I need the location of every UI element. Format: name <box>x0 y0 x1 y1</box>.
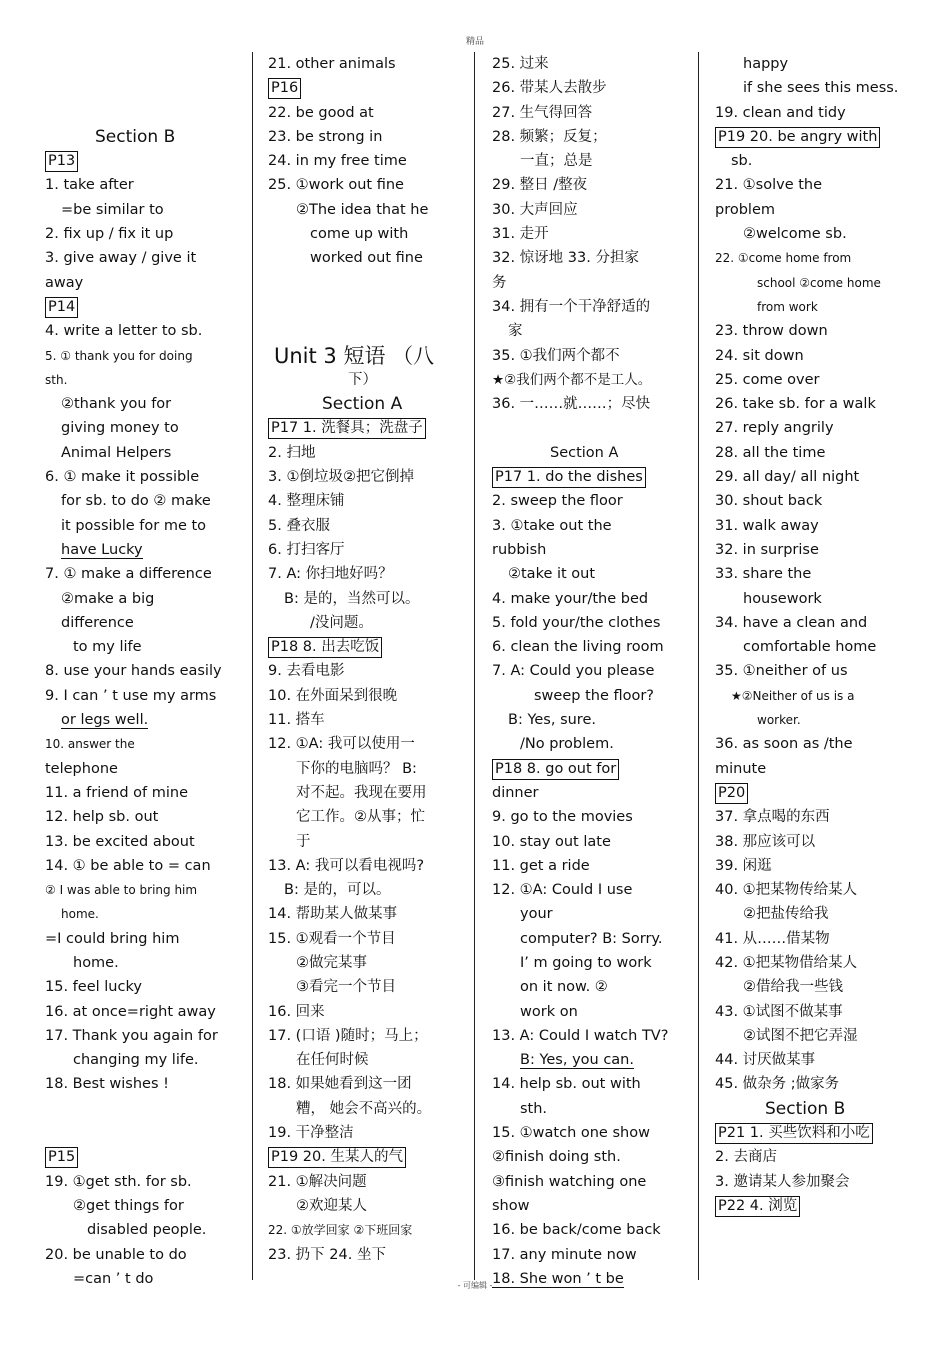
text-line: 17. Thank you again for <box>45 1027 218 1044</box>
page-marker: P13 <box>45 151 78 172</box>
text-line <box>492 416 692 440</box>
text-line: 45. 做杂务 ;做家务 <box>715 1076 840 1093</box>
page-marker: P22 4. 浏览 <box>715 1196 800 1217</box>
text-line <box>45 101 245 125</box>
text-line: rubbish <box>492 541 547 558</box>
text-line: 务 <box>492 274 507 291</box>
text-line: ②make a big <box>61 590 155 607</box>
text-line: 6. ① make it possible <box>45 469 200 486</box>
text-line: 21. ①solve the <box>715 177 823 194</box>
text-line: happy <box>743 56 789 72</box>
text-line: =be similar to <box>61 201 164 218</box>
text-line: ②借给我一些钱 <box>743 979 843 996</box>
section-heading: Section A <box>550 444 619 461</box>
text-line: 3. give away / give it <box>45 250 197 267</box>
text-line: 对不起。我现在要用 <box>296 784 427 801</box>
text-line: 28. all the time <box>715 444 826 461</box>
text-line: ②做完某事 <box>296 954 367 971</box>
text-line: 44. 讨厌做某事 <box>715 1052 816 1069</box>
text-line: home. <box>73 954 119 971</box>
text-line: 18. 如果她看到这一团 <box>268 1076 412 1093</box>
text-line: 34. have a clean and <box>715 614 868 631</box>
text-line: I’ m going to work <box>520 954 652 971</box>
text-line: 11. 搭车 <box>268 712 325 729</box>
text-line: on it now. ② <box>520 979 608 996</box>
text-line: 15. ①watch one show <box>492 1125 650 1142</box>
text-line: giving money to <box>61 420 179 437</box>
text-line: show <box>492 1197 530 1214</box>
text-line: 2. 去商店 <box>715 1149 777 1166</box>
text-line: 12. ①A: Could I use <box>492 882 633 899</box>
text-line <box>268 295 468 319</box>
text-line: 20. be unable to do <box>45 1246 187 1263</box>
text-line: ②thank you for <box>61 396 172 413</box>
text-line: sb. <box>731 153 753 170</box>
text-line: 19. clean and tidy <box>715 104 846 121</box>
text-line: 12. ①A: 我可以使用一 <box>268 736 415 753</box>
page-marker: P19 20. be angry with <box>715 127 880 148</box>
text-line <box>45 1097 245 1121</box>
text-line: 11. get a ride <box>492 857 590 874</box>
text-line: 13. A: Could I watch TV? <box>492 1027 669 1044</box>
text-line: 14. help sb. out with <box>492 1076 641 1093</box>
text-line: B: 是的，可以。 <box>284 882 391 899</box>
column-3 <box>492 52 692 1291</box>
text-line: 23. 扔下 24. 坐下 <box>268 1246 386 1263</box>
text-line: 36. as soon as /the <box>715 736 853 753</box>
page-marker: P21 1. 买些饮料和小吃 <box>715 1123 873 1144</box>
text-line: 31. walk away <box>715 517 819 534</box>
text-line: 3. ①take out the <box>492 517 612 534</box>
text-line: 3. 邀请某人参加聚会 <box>715 1173 850 1190</box>
section-heading: Section A <box>322 394 403 415</box>
text-line: 25. 过来 <box>492 56 549 72</box>
text-line: 家 <box>508 323 523 340</box>
text-line: 17. (口语 )随时；马上； <box>268 1027 428 1044</box>
text-line: 13. A: 我可以看电视吗? <box>268 857 425 874</box>
section-heading: Section B <box>95 126 176 147</box>
text-line: ②take it out <box>508 566 596 583</box>
text-line: ★②Neither of us is a <box>731 688 855 703</box>
text-line <box>45 52 245 76</box>
text-line: 1. take after <box>45 177 134 194</box>
text-line: dinner <box>492 784 539 801</box>
text-line: 22. be good at <box>268 104 374 121</box>
text-line: 43. ①试图不做某事 <box>715 1003 843 1020</box>
text-line: changing my life. <box>73 1052 199 1069</box>
text-line: disabled people. <box>87 1222 207 1239</box>
text-line: sth. <box>520 1100 548 1117</box>
column-1 <box>45 52 245 1291</box>
page-footer: - 可编辑 - <box>457 1281 493 1290</box>
text-line: minute <box>715 760 767 777</box>
text-line: /没问题。 <box>310 614 373 631</box>
text-line: 24. sit down <box>715 347 804 364</box>
text-line: 5. fold your/the clothes <box>492 614 661 631</box>
text-line: B: 是的，当然可以。 <box>284 590 420 607</box>
text-line: ②finish doing sth. <box>492 1149 621 1166</box>
text-line: 18. She won ’ t be <box>492 1270 624 1287</box>
text-line: 22. ①放学回家 ②下班回家 <box>268 1223 413 1238</box>
text-line <box>45 76 245 100</box>
text-line: 19. ①get sth. for sb. <box>45 1173 192 1190</box>
text-line: 28. 频繁；反复； <box>492 128 607 145</box>
text-line: /No problem. <box>520 736 614 753</box>
text-line: 34. 拥有一个干净舒适的 <box>492 298 651 315</box>
text-line: 16. 回来 <box>268 1003 325 1020</box>
text-line: 41. 从……借某物 <box>715 930 830 947</box>
text-line: 17. any minute now <box>492 1246 637 1263</box>
text-line: come up with <box>310 226 409 243</box>
text-line: 25. come over <box>715 371 820 388</box>
text-line: 32. in surprise <box>715 541 819 558</box>
text-line: ②get things for <box>73 1197 184 1214</box>
text-line: 4. make your/the bed <box>492 590 649 607</box>
text-line: 27. reply angrily <box>715 420 834 437</box>
text-line: 30. 大声回应 <box>492 201 578 218</box>
unit-title: Unit 3 短语 （八 <box>274 343 435 368</box>
text-line: 24. in my free time <box>268 153 407 170</box>
text-line: 23. be strong in <box>268 128 383 145</box>
text-line: 19. 干净整洁 <box>268 1125 354 1142</box>
text-line: 10. answer the <box>45 737 135 752</box>
text-line: to my life <box>73 639 142 656</box>
text-line: 37. 拿点喝的东西 <box>715 809 830 826</box>
text-line: 16. be back/come back <box>492 1222 661 1239</box>
page-marker: P14 <box>45 297 78 318</box>
page-marker: P17 1. do the dishes <box>492 467 646 488</box>
text-line: your <box>520 906 553 923</box>
column-divider <box>474 52 475 1280</box>
text-line <box>268 271 468 295</box>
text-line: 31. 走开 <box>492 226 549 243</box>
text-line: 29. all day/ all night <box>715 469 860 486</box>
text-line: or legs well. <box>61 712 149 729</box>
text-line: 2. fix up / fix it up <box>45 226 174 243</box>
text-line: work on <box>520 1003 578 1020</box>
text-line: 一直；总是 <box>520 153 593 170</box>
text-line <box>268 319 468 343</box>
text-line: 4. write a letter to sb. <box>45 323 203 340</box>
column-4 <box>715 52 940 1218</box>
text-line: 10. stay out late <box>492 833 611 850</box>
text-line: 36. 一……就……；尽快 <box>492 396 651 413</box>
text-line: 21. ①解决问题 <box>268 1173 367 1190</box>
section-heading: Section B <box>765 1098 846 1119</box>
text-line: comfortable home <box>743 639 877 656</box>
text-line: worker. <box>757 713 801 728</box>
text-line: 下） <box>348 371 377 388</box>
text-line: 22. ①come home from <box>715 251 852 266</box>
text-line: school ②come home <box>757 275 881 290</box>
text-line: 25. ①work out fine <box>268 177 404 194</box>
text-line: 8. use your hands easily <box>45 663 222 680</box>
text-line: 7. A: 你扫地好吗？ <box>268 566 393 583</box>
page-marker: P16 <box>268 78 301 99</box>
text-line: =I could bring him <box>45 930 180 947</box>
text-line: 35. ①我们两个都不 <box>492 347 620 364</box>
text-line: ★②我们两个都不是工人。 <box>492 371 652 388</box>
text-line: computer? B: Sorry. <box>520 930 663 947</box>
text-line: 30. shout back <box>715 493 823 510</box>
text-line: home. <box>61 907 99 922</box>
text-line: 10. 在外面呆到很晚 <box>268 687 398 704</box>
text-line: 14. 帮助某人做某事 <box>268 906 398 923</box>
text-line: Animal Helpers <box>61 444 172 461</box>
text-line: 6. 打扫客厅 <box>268 541 345 558</box>
text-line: telephone <box>45 760 118 777</box>
text-line: 2. 扫地 <box>268 444 316 461</box>
text-line: 它工作。②从事；忙 <box>296 809 425 826</box>
text-line: ②试图不把它弄湿 <box>743 1027 858 1044</box>
text-line: problem <box>715 201 775 218</box>
page-header: 精品 <box>465 37 484 47</box>
column-divider <box>252 52 253 1280</box>
text-line: 35. ①neither of us <box>715 663 848 680</box>
text-line: 14. ① be able to = can <box>45 857 211 874</box>
text-line: away <box>45 274 84 291</box>
column-divider <box>698 52 699 1280</box>
text-line: B: Yes, you can. <box>520 1052 634 1069</box>
text-line: 38. 那应该可以 <box>715 833 816 850</box>
text-line: 于 <box>296 833 311 850</box>
text-line: 29. 整日 /整夜 <box>492 177 588 194</box>
text-line: ②欢迎某人 <box>296 1197 367 1214</box>
text-line: housework <box>743 590 822 607</box>
text-line: 26. take sb. for a walk <box>715 396 876 413</box>
text-line: ②welcome sb. <box>743 226 847 243</box>
text-line: 4. 整理床铺 <box>268 493 345 510</box>
page-marker: P20 <box>715 783 748 804</box>
text-line: 12. help sb. out <box>45 809 159 826</box>
text-line: 32. 惊讶地 33. 分担家 <box>492 250 639 267</box>
text-line: sweep the floor? <box>534 687 655 704</box>
page-marker: P15 <box>45 1147 78 1168</box>
text-line: sth. <box>45 372 68 387</box>
page-marker: P18 8. 出去吃饭 <box>268 637 382 658</box>
text-line: 在任何时候 <box>296 1052 369 1069</box>
text-line: 11. a friend of mine <box>45 784 189 801</box>
text-line: 9. go to the movies <box>492 809 633 826</box>
text-line: 下你的电脑吗？ B: <box>296 760 417 777</box>
text-line: it possible for me to <box>61 517 207 534</box>
text-line: 9. I can ’ t use my arms <box>45 687 217 704</box>
text-line: difference <box>61 614 134 631</box>
text-line: 5. 叠衣服 <box>268 517 330 534</box>
text-line: =can ’ t do <box>73 1270 154 1287</box>
text-line: if she sees this mess. <box>743 80 899 97</box>
text-line: 33. share the <box>715 566 812 583</box>
text-line: 13. be excited about <box>45 833 195 850</box>
text-line: 40. ①把某物传给某人 <box>715 882 858 899</box>
text-line: ②把盐传给我 <box>743 906 829 923</box>
text-line: B: Yes, sure. <box>508 712 596 729</box>
text-line: 23. throw down <box>715 323 828 340</box>
text-line: ③看完一个节目 <box>296 979 396 996</box>
page-marker: P18 8. go out for <box>492 759 619 780</box>
text-line: 3. ①倒垃圾②把它倒掉 <box>268 469 414 486</box>
text-line: 15. feel lucky <box>45 979 142 996</box>
text-line: ②The idea that he <box>296 201 429 218</box>
text-line: 15. ①观看一个节目 <box>268 930 396 947</box>
column-2 <box>268 52 468 1267</box>
text-line: 9. 去看电影 <box>268 663 345 680</box>
text-line: 21. other animals <box>268 56 396 72</box>
text-line: 7. A: Could you please <box>492 663 655 680</box>
text-line: 5. ① thank you for doing <box>45 348 193 363</box>
text-line: for sb. to do ② make <box>61 493 211 510</box>
text-line: worked out fine <box>310 250 423 267</box>
text-line: 7. ① make a difference <box>45 566 212 583</box>
text-line: have Lucky <box>61 541 143 558</box>
page-marker: P17 1. 洗餐具；洗盘子 <box>268 418 426 439</box>
text-line: 2. sweep the floor <box>492 493 623 510</box>
text-line: 27. 生气得回答 <box>492 104 593 121</box>
text-line: from work <box>757 299 818 314</box>
text-line: 39. 闲逛 <box>715 857 772 874</box>
text-line: ③finish watching one <box>492 1173 647 1190</box>
page-marker: P19 20. 生某人的气 <box>268 1147 406 1168</box>
text-line: 18. Best wishes ! <box>45 1076 169 1093</box>
text-line: 16. at once=right away <box>45 1003 216 1020</box>
text-line: ② I was able to bring him <box>45 883 198 898</box>
text-line: 6. clean the living room <box>492 639 664 656</box>
text-line: 26. 带某人去散步 <box>492 80 607 97</box>
text-line: 42. ①把某物借给某人 <box>715 954 858 971</box>
text-line: 糟， 她会不高兴的。 <box>296 1100 432 1117</box>
text-line <box>45 1121 245 1145</box>
